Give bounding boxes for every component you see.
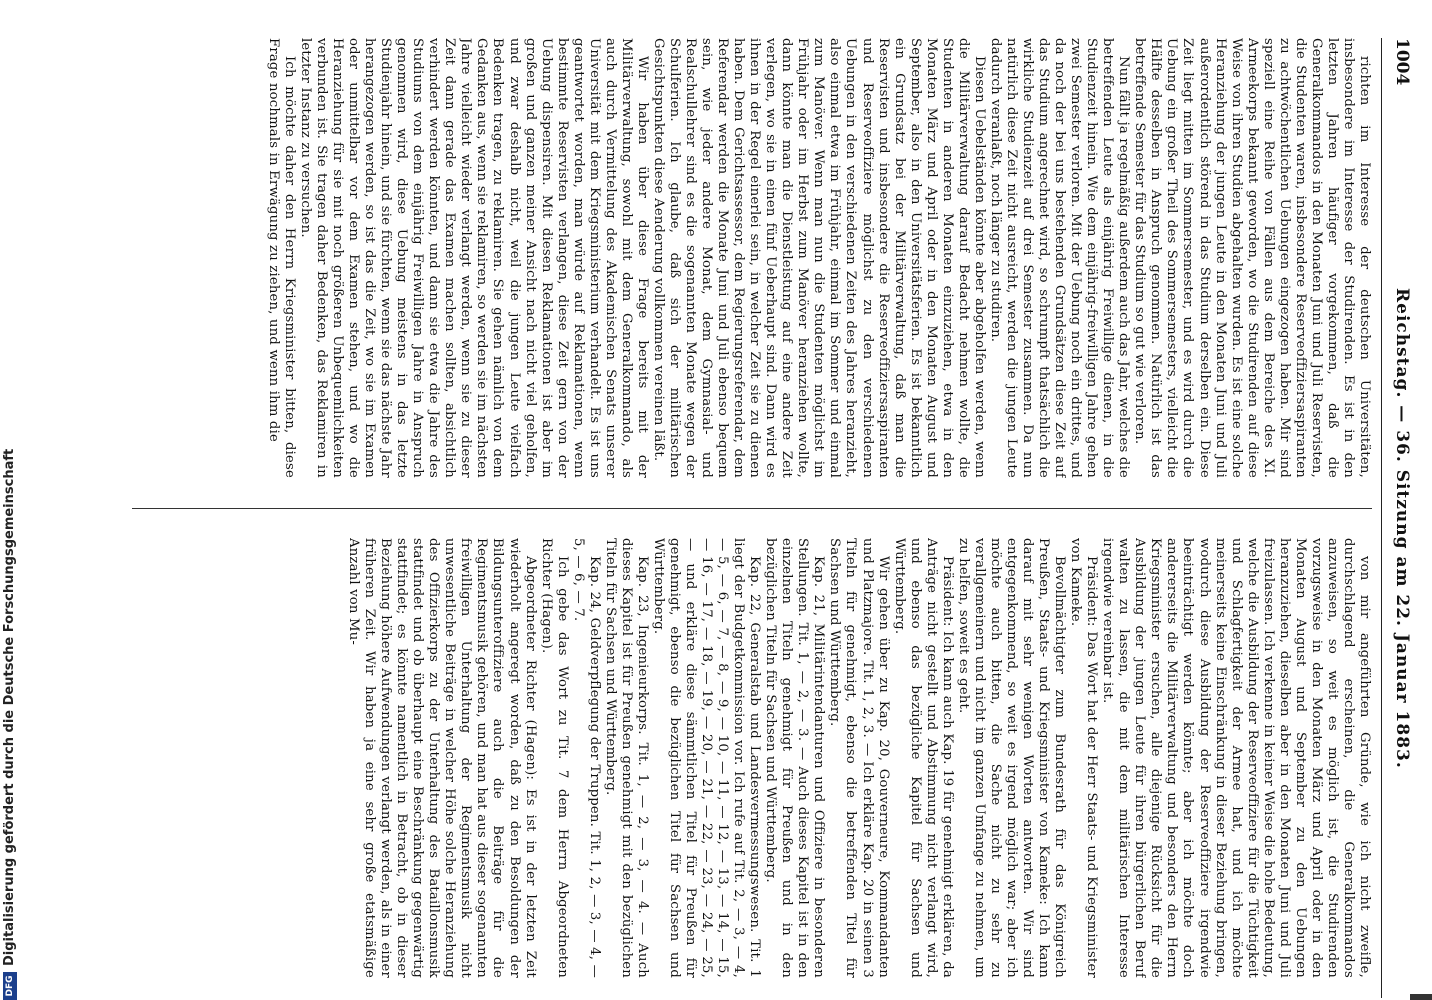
page-title: Reichstag. — 36. Sitzung am 22. Januar 1883. [1392,288,1412,769]
paragraph: Ich möchte daher den Herrn Kriegsminister bitten, diese Frage nochmals in Erwägung zu ziehen, und wenn ihm die [265,38,297,478]
paragraph: Abgeordneter Richter (Hagen): Es ist in der letzten Zeit wiederholt angeregt worden, daß zu den Besoldungen der Bildungsunteroffiziere auch die Beiträge für die Regimentsmusik gehören, und man hat aus dieser sogenannten freiwilligen Unterhaltung der Regimentsmusik nicht unwesentliche Beiträge in welcher Höhe solche Heranziehung des Offizierkorps zu der Unterhaltung des Bataillonsmusik stattfindet und ob überhaupt eine Beschränkung gegenwärtig stattfindet; es könnte namentlich in Betracht, ob in dieser Beziehung höhere Aufwendungen verlangt werden, als in einer früheren Zeit. Wir haben ja eine sehr große etatsmäßige Anzahl von Mu- [346,538,538,978]
paragraph: Präsident: Das Wort hat der Herr Staats- und Kriegsminister von Kameke. [1068,538,1100,978]
paragraph: Kap. 21, Militärintendanturen und Offiziere in besonderen Stellungen. Tit. 1, — 2, — 3. — Auch dieses Kapitel ist in den einzelnen Titeln genehmigt für Preußen und in den bezüglichen Titeln für Sachsen und Württemberg. [763,538,827,978]
rotated-document-page [122,38,1412,998]
paragraph: Bevollmächtigter zum Bundesrath für das Königreich Preußen, Staats- und Kriegsminister von Kameke: Ich kann darauf mit sehr wenigen Worten antworten. Wir sind entgegenkommend, so weit es irgend möglich war; aber ich möchte auch bitten, die Sache nicht zu sehr zu verallgemeinern und nicht im ganzen Umfange zu nehmen, um zu helfen, soweit es geht. [955,538,1068,978]
page-header [1382,38,1412,998]
paragraph: Nun fällt ja regelmäßig außerdem auch das Jahr, welches die betreffenden Leute als einjährig Freiwillige dienen, in die Studienzeit hinein. Wie dem einjährig-freiwilligen Jahre gehen zwei Semester verloren. Mit der Uebung noch ein drittes, und da noch der bei uns bestehenden Grundsätzen diese Zeit auf das Studium angerechnet wird, so schrumpft thatsächlich die wirkliche Studienzeit auf drei Semester zusammen. Da nun natürlich diese Zeit nicht ausreicht, werden die jungen Leute dadurch veranlaßt, noch länger zu studiren. [987,38,1132,478]
paragraph: Präsident: Ich kann auch Kap. 19 für genehmigt erklären, da Anträge nicht gestellt und Abstimmung nicht verlangt wird, und ebenso das bezügliche Kapitel für Sachsen und Württemberg. [891,538,955,978]
paragraph: von mir angeführten Gründe, wie ich nicht zweifle, durchschlagend erscheinen, die Generalkommandos anzuweisen, so weit es möglich ist, die Studirenden vorzugsweise in den Monaten März und April oder in den Monaten August und September zu den Uebungen heranzuziehen, dieselben aber in den Monaten Juni und Juli freizulassen. Ich verkenne in keiner Weise die hohe Bedeutung, welche die Ausbildung der Reserveoffiziere für die Tüchtigkeit und Schlagfertigkeit der Armee hat, und ich möchte meinerseits keine Einschränkung in dieser Beziehung bringen, wodurch diese Ausbildung der Reserveoffiziere irgendwie beeinträchtigt werden könnte; aber ich möchte doch andererseits die Militärverwaltung und besonders den Herrn Kriegsminister ersuchen, alle diejenige Rücksicht für die Ausbildung der jungen Leute für ihren bürgerlichen Beruf walten zu lassen, die mit dem militärischen Interesse irgendwie vereinbar ist. [1100,538,1372,978]
right-column [132,538,1372,978]
paragraph: Kap. 22, Generalstab und Landesvermessungswesen. Tit. 1 liegt der Budgetkommission vor. Ich rufe auf Tit. 2, — 3, — 4, — 5, — 6, — 7, — 8, — 9, — 10, — 11, — 12, — 13, — 14, — 15, — 16, — 17, — 18, — 19, — 20, — 21, — 22, — 23, — 24, — 25, — und erkläre diese sämmtlichen Titel für Preußen für genehmigt, ebenso die bezüglichen Titel für Sachsen und Württemberg. [650,538,763,978]
scan-edge-mark [1410,994,1432,1000]
dfg-logo-icon: DFG [3,972,17,1000]
column-divider [132,508,1372,509]
paragraph: richten im Interesse der deutschen Universitäten, insbesondere im Interesse der Studirenden. Es ist in den letzten Jahren häufiger vorgekommen, daß die Generalkommandos in den Monaten Juni und Juli Reservisten, die Studenten waren, insbesondere Reserveoffiziersaspiranten zu achtwöchentlichen Uebungen eingezogen haben. Mir sind speziell eine Reihe von Fällen aus dem Bereiche des XI. Armeekorps bekannt geworden, wo die Studirenden auf diese Weise von ihren Studien abgehalten wurden. Es ist eine solche Heranziehung der jungen Leute in den Monaten Juni und Juli außerordentlich störend in das Studium derselben ein. Diese Zeit liegt mitten im Sommersemester, und es wird durch die Uebung ein großer Theil des Sommersemesters, vielleicht die Hälfte desselben in Anspruch genommen. Natürlich ist das betreffende Semester für das Studium so gut wie verloren. [1132,38,1372,478]
header-rule [1381,38,1382,998]
paragraph: Wir gehen über zu Kap. 20, Gouverneure, Kommandanten und Platzmajore. Tit. 1, 2, 3. — Ich erkläre Kap. 20 in seinen 3 Titeln für genehmigt, ebenso die betreffenden Titel für Sachsen und Württemberg. [827,538,891,978]
digitization-footer [2,0,24,1000]
footer-text: Digitalisierung gefördert durch die Deutsche Forschungsgemeinschaft [2,448,17,966]
page-number: 1004 [1392,38,1412,86]
paragraph: Wir haben über diese Frage bereits mit der Militärverwaltung, sowohl mit dem Generalkommando, als auch durch Vermittelung des Akademischen Senats unserer Universität mit dem Kriegsministerium verhandelt. Es ist uns geantwortet worden, man würde auf Reklamationen, wenn bestimmte Reservisten verlangen, diese Zeit gern von der Uebung dispensiren. Mit diesen Reklamationen ist aber im großen und ganzen meiner Ansicht nach nicht viel geholfen, und zwar deshalb nicht, weil die jungen Leute vielfach Bedenken tragen, zu reklamiren. Sie gehen nämlich von dem Gedanken aus, wenn sie reklamiren, so werden sie im nächsten Jahre vielleicht wieder verlangt werden, wenn sie zu dieser Zeit dann gerade das Examen machen sollten, absichtlich verhindert werden könnten, und dann sie etwa die Jahre des Studiums von dem einjährig Freiwilligen Jahre in Anspruch genommen wird, diese Uebung meistens in das letzte Studienjahr hinein, und sie fürchten, wenn sie das nächste Jahr herangezogen werden, so ist das die Zeit, wo sie im Examen oder unmittelbar vor dem Examen stehen, und wo die Heranziehung für sie mit noch größeren Unbequemlichkeiten verbunden ist. Sie tragen daher Bedenken, das Reklamiren in letzter Instanz zu versuchen. [297,38,650,478]
paragraph: Ich gebe das Wort zu Tit. 7 dem Herrn Abgeordneten Richter (Hagen). [538,538,570,978]
left-column [132,38,1372,478]
paragraph: Kap. 24, Geldverpflegung der Truppen. Tit. 1, 2, — 3, — 4, — 5, — 6, — 7. [570,538,602,978]
paragraph: Diesen Uebelständen könnte aber abgeholfen werden, wenn die Militärverwaltung darauf Bedacht nehmen wollte, die Studenten in anderen Monaten einzuziehen, etwa in den Monaten März und April oder in den Monaten August und September, also in den Universitätsferien. Es ist bekanntlich ein Grundsatz bei der Militärverwaltung, daß man die Reservisten und insbesondere die Reserveoffiziersaspiranten und Reserveoffiziere möglichst zu den verschiedenen Uebungen in den verschiedenen Zeiten des Jahres heranzieht, also einmal etwa im Frühjahr, einmal im Sommer und einmal zum Manöver. Wenn man nun die Studenten möglichst im Frühjahr oder im Herbst zum Manöver heranziehen wollte, dann könnte man die Dienstleistung auf eine andere Zeit verlegen, wo sie in einen fünf Ueberhaupt sind. Dann wird es ihnen in der Regel einerlei sein, in welcher Zeit sie zu dienen haben. Dem Gerichtsassessor, dem Regierungsreferendar, dem Referendar werden die Monate Juni und Juli ebenso bequem sein, wie jeder andere Monat, dem Gymnasial- und Realschullehrer sind es die sogenannten Monate wegen der Schulferien. Ich glaube, daß sich der militärischen Gesichtspunkten diese Aenderung vollkommen vereinen läßt. [650,38,987,478]
paragraph: Kap. 23, Ingenieurkorps. Tit. 1, — 2, — 3, — 4. — Auch dieses Kapitel ist für Preußen genehmigt mit den bezüglichen Titeln für Sachsen und Württemberg. [602,538,650,978]
